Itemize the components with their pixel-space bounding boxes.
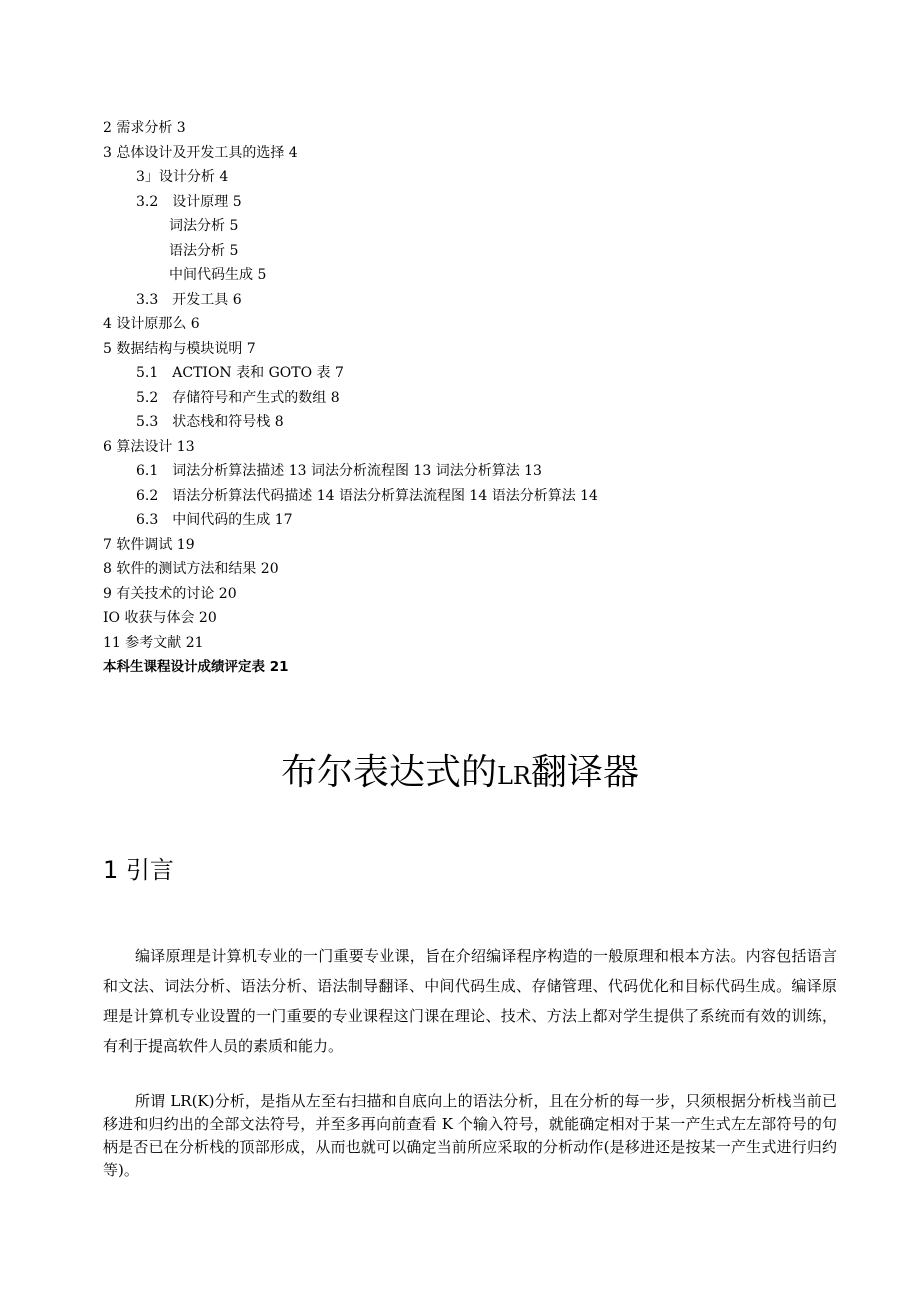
toc-entry-grade-form[interactable]: 本科生课程设计成绩评定表 21 — [103, 659, 289, 675]
toc-entry-intermediate-code[interactable]: 中间代码生成 5 — [169, 267, 267, 283]
table-of-contents — [103, 116, 823, 680]
toc-entry-3-3[interactable]: 3.3 开发工具 6 — [136, 291, 242, 308]
toc-entry-6-1[interactable]: 6.1 词法分析算法描述 13 词法分析流程图 13 词法分析算法 13 — [136, 463, 542, 479]
toc-entry-7[interactable]: 7 软件调试 19 — [103, 536, 195, 553]
toc-entry-6[interactable]: 6 算法设计 13 — [103, 438, 195, 455]
toc-entry-3-2[interactable]: 3.2 设计原理 5 — [136, 193, 242, 210]
toc-entry-10[interactable]: IO 收获与体会 20 — [103, 610, 217, 626]
toc-entry-8[interactable]: 8 软件的测试方法和结果 20 — [103, 561, 279, 577]
toc-entry-lexical[interactable]: 词法分析 5 — [169, 218, 239, 234]
toc-entry-11[interactable]: 11 参考文献 21 — [103, 634, 204, 651]
title-prefix: 布尔表达式的 — [280, 752, 497, 793]
toc-entry-9[interactable]: 9 有关技术的讨论 20 — [103, 585, 237, 602]
toc-entry-2[interactable]: 2 需求分析 3 — [103, 120, 186, 136]
toc-entry-3[interactable]: 3 总体设计及开发工具的选择 4 — [103, 144, 298, 161]
toc-entry-6-3[interactable]: 6.3 中间代码的生成 17 — [136, 512, 293, 528]
toc-entry-6-2[interactable]: 6.2 语法分析算法代码描述 14 语法分析算法流程图 14 语法分析算法 14 — [136, 487, 598, 504]
toc-entry-5-2[interactable]: 5.2 存储符号和产生式的数组 8 — [136, 389, 340, 406]
section-heading-introduction: 1 引言 — [103, 856, 174, 884]
intro-paragraph-1: 编译原理是计算机专业的一门重要专业课，旨在介绍编译程序构造的一般原理和根本方法。内容包括语言和文法、词法分析、语法分析、语法制导翻译、中间代码生成、存储管理、代码优化和目标代码生成。编译原理是计算机专业设置的一门重要的专业课程这门课在理论、技术、方法上都对学生提供了系统而有效的训练，有利于提高软件人员的素质和能力。 — [103, 947, 837, 1055]
intro-paragraph-2: 所谓 LR(K)分析，是指从左至右扫描和自底向上的语法分析，且在分析的每一步，只须根据分析栈当前已移进和归约出的全部文法符号，并至多再向前查看 K 个输入符号，就能确定相对于某一产生式左左部符号的句柄是否已在分析栈的顶部形成，从而也就可以确定当前所应采取的分析动作(是移进还是按某一产生式进行归约等)。 — [103, 1092, 837, 1179]
toc-entry-syntax[interactable]: 语法分析 5 — [169, 242, 239, 259]
toc-entry-3-1[interactable]: 3」设计分析 4 — [136, 169, 229, 185]
toc-entry-4[interactable]: 4 设计原那么 6 — [103, 316, 200, 332]
document-title — [0, 748, 920, 801]
toc-entry-5-1[interactable]: 5.1 ACTION 表和 GOTO 表 7 — [136, 365, 344, 381]
title-suffix: 翻译器 — [531, 752, 640, 793]
toc-entry-5-3[interactable]: 5.3 状态栈和符号栈 8 — [136, 414, 284, 430]
toc-entry-5[interactable]: 5 数据结构与模块说明 7 — [103, 340, 256, 357]
title-latin: LR — [496, 762, 531, 790]
